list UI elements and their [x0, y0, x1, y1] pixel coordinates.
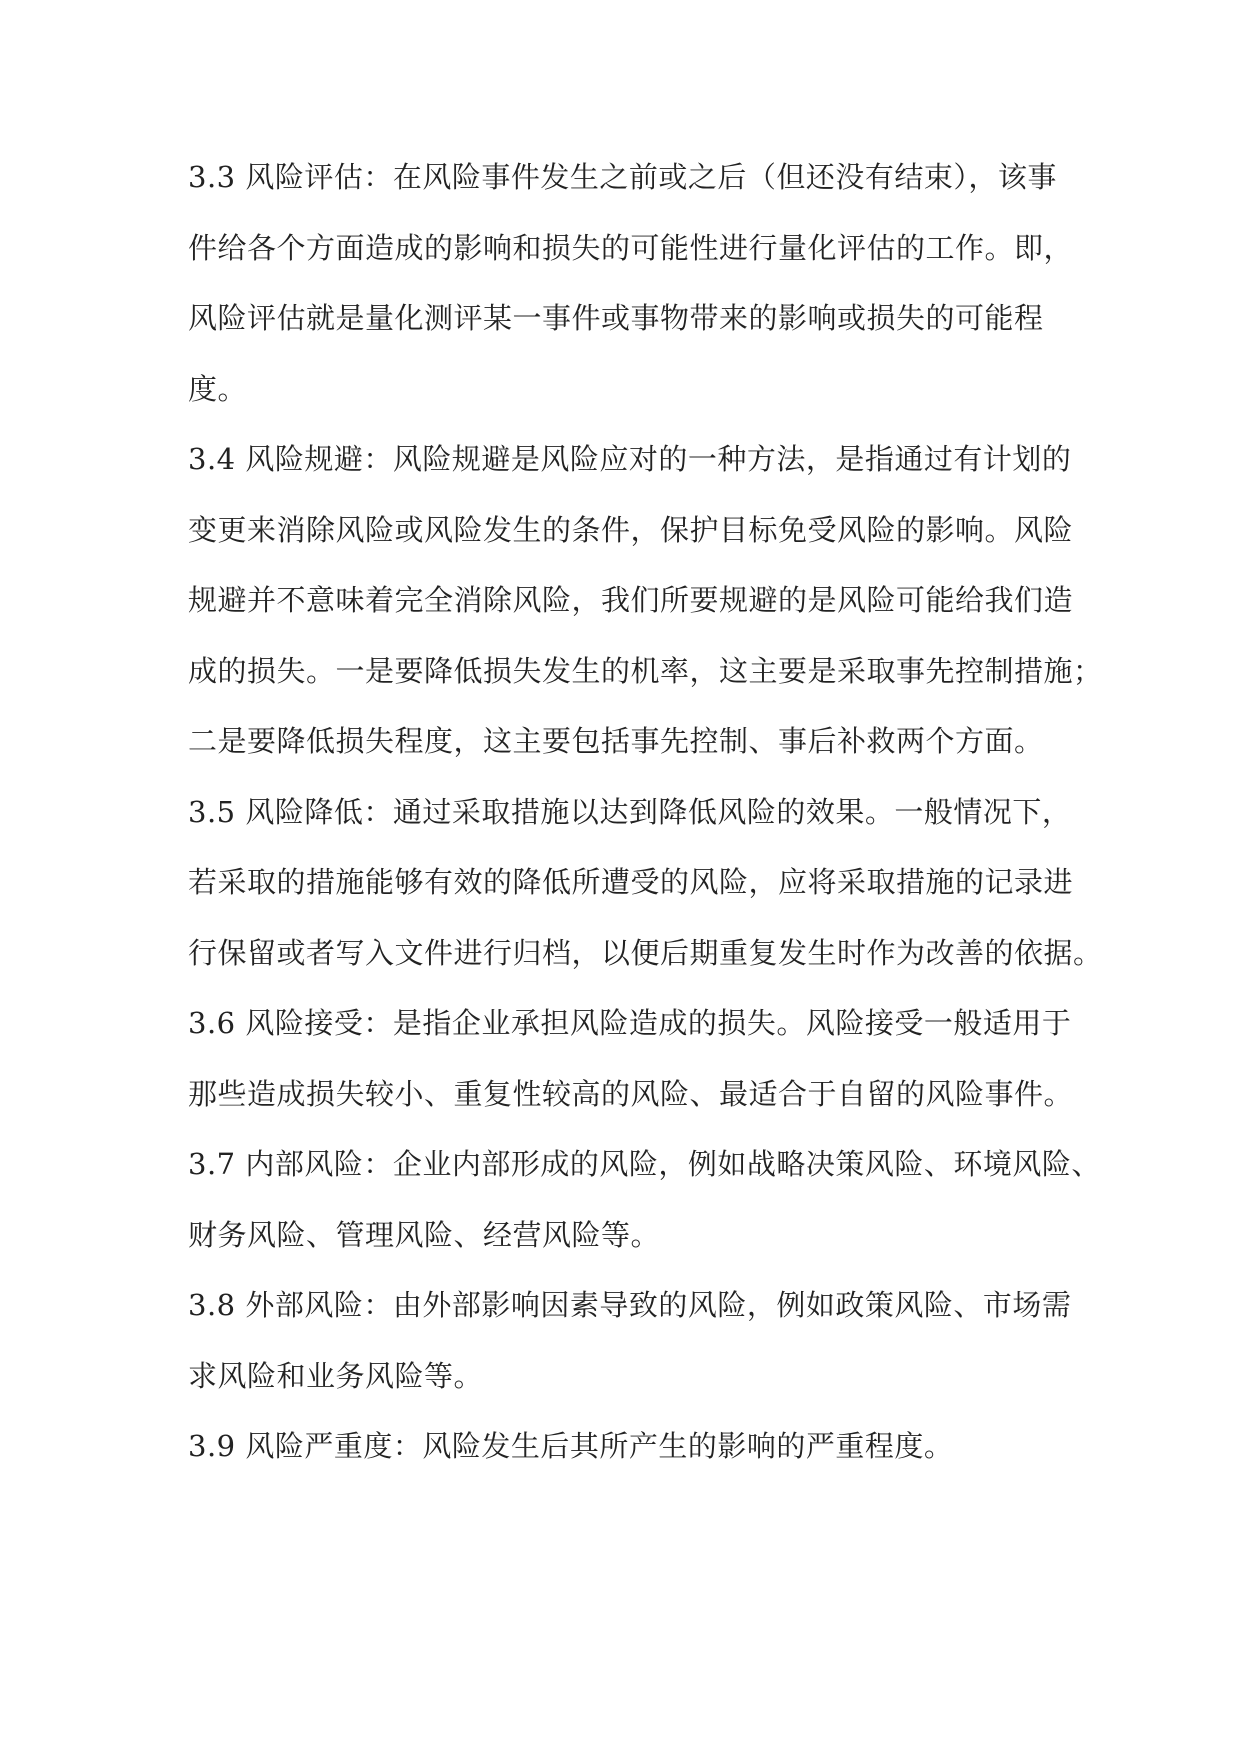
text-line: 变更来消除风险或风险发生的条件，保护目标免受风险的影响。风险 — [188, 512, 1074, 547]
text-line: 若采取的措施能够有效的降低所遭受的风险，应将采取措施的记录进 — [188, 865, 1074, 899]
text-line: 3.5 风险降低：通过采取措施以达到降低风险的效果。一般情况下， — [188, 794, 1072, 829]
text-line: 3.9 风险严重度：风险发生后其所产生的影响的严重程度。 — [188, 1429, 954, 1463]
text-line: 度。 — [188, 371, 248, 406]
text-line: 求风险和业务风险等。 — [188, 1358, 484, 1393]
text-line: 财务风险、管理风险、经营风险等。 — [188, 1217, 661, 1252]
text-line: 风险评估就是量化测评某一事件或事物带来的影响或损失的可能程 — [188, 301, 1044, 335]
text-line: 规避并不意味着完全消除风险，我们所要规避的是风险可能给我们造 — [188, 583, 1074, 617]
document-body — [188, 156, 1103, 1496]
text-line: 3.8 外部风险：由外部影响因素导致的风险，例如政策风险、市场需 — [188, 1288, 1072, 1322]
text-line: 行保留或者写入文件进行归档，以便后期重复发生时作为改善的依据。 — [188, 935, 1103, 970]
text-line: 3.6 风险接受：是指企业承担风险造成的损失。风险接受一般适用于 — [188, 1006, 1072, 1040]
text-line: 3.4 风险规避：风险规避是风险应对的一种方法，是指通过有计划的 — [188, 442, 1072, 476]
text-line: 成的损失。一是要降低损失发生的机率，这主要是采取事先控制措施； — [188, 653, 1103, 688]
text-line: 件给各个方面造成的影响和损失的可能性进行量化评估的工作。即， — [188, 230, 1074, 265]
text-line: 二是要降低损失程度，这主要包括事先控制、事后补救两个方面。 — [188, 724, 1044, 758]
text-line: 3.3 风险评估：在风险事件发生之前或之后（但还没有结束），该事 — [188, 160, 1057, 194]
text-line: 那些造成损失较小、重复性较高的风险、最适合于自留的风险事件。 — [188, 1076, 1074, 1111]
text-line: 3.7 内部风险：企业内部形成的风险，例如战略决策风险、环境风险、 — [188, 1147, 1101, 1181]
